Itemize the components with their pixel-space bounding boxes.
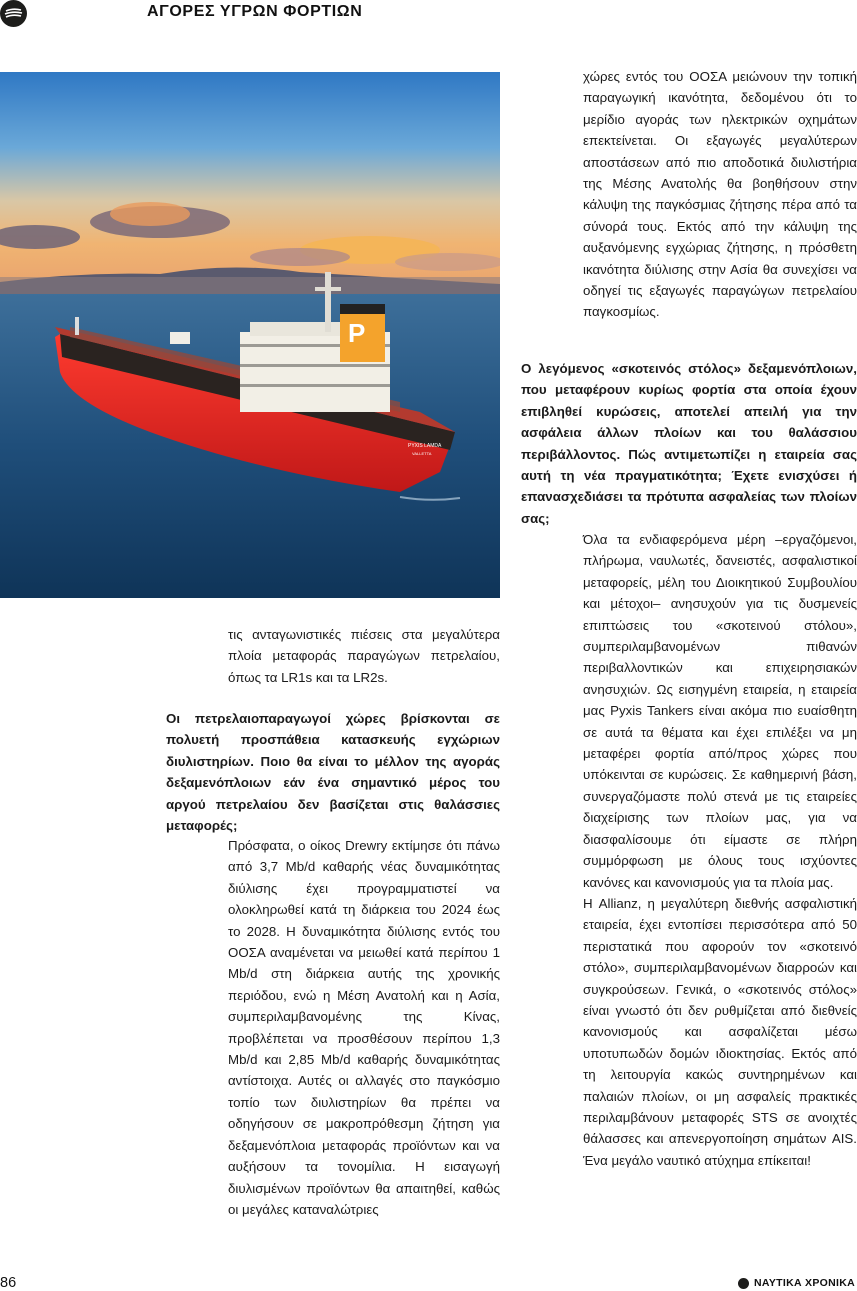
paragraph: τις ανταγωνιστικές πιέσεις στα μεγαλύτερα πλοία μεταφοράς παραγώγων πετρελαίου, όπως τα LR1s και τα LR2s. [228,627,500,685]
interview-question [521,358,857,529]
page-number: 86 [0,1275,17,1291]
footer-brand [738,1277,855,1289]
brand-logo-icon [738,1278,749,1289]
interview-answer [228,835,500,1220]
paragraph: Η Allianz, η μεγαλύτερη διεθνής ασφαλιστική εταιρεία, έχει εντοπίσει περισσότερα από 50 περιστατικά που αφορούν τον «σκοτεινό στόλο», συμπεριλαμβανομένων διαρροών και συγκρούσεων. Γενικά, ο «σκοτεινός στόλος» είναι γνωστό ότι δεν ρυθμίζεται από διεθνείς κανονισμούς και ασφαλίζεται μέσω υποτυπωδών δομών ιδιοκτησίας. Εκτός από τη λειτουργία κακώς συντηρημένων και παλαιών πλοίων, οι μη ασφαλείς πρακτικές περιλαμβάνουν μεταφορές STS σε ανοιχτές θάλασσες και απενεργοποίηση σημάτων AIS. Ένα μεγάλο ναυτικό ατύχημα επίκειται! [583,895,857,1168]
brand-name: ΝΑΥΤΙΚΑ ΧΡΟΝΙΚΑ [754,1277,855,1289]
interview-question [166,708,500,836]
article-left-top [228,624,500,688]
magazine-logo-icon [0,0,27,27]
paragraph: Όλα τα ενδιαφερόμενα μέρη –εργαζόμενοι, πλήρωμα, ναυλωτές, δανειστές, ασφαλιστικοί μεταφορείς, μέλη του Διοικητικού Συμβουλίου και μέτοχοι– ανησυχούν για τις δυσμενείς επιπτώσεις του «σκοτεινού στόλου», συμπεριλαμβανομένων πιθανών περιβαλλοντικών και επιχειρησιακών ανησυχιών. Ως εισηγμένη εταιρεία, η εταιρεία μας Pyxis Tankers είναι ακόμα πιο ευαίσθητη σε αυτά τα θέματα και έχει επιλέξει να μη μεταφέρει φορτία από/προς χώρες που υπόκεινται σε κυρώσεις. Σε καθημερινή βάση, συνεργαζόμαστε πολύ στενά με τις εταιρείες διαχείρισης των πλοίων μας, για να διασφαλίσουμε ότι είμαστε σε πλήρη συμμόρφωση με όλους τους ισχύοντες κανόνες και κανονισμούς για τα πλοία μας. [583,532,857,890]
ship-name: PYXIS LAMDA [408,443,442,449]
paragraph: χώρες εντός του ΟΟΣΑ μειώνουν την τοπική παραγωγική ικανότητα, δεδομένου ότι το μερίδιο αγοράς των ηλεκτρικών οχημάτων επεκτείνεται. Οι εξαγωγές μεγαλύτερων αποστάσεων από πιο αποδοτικά διυλιστήρια της Μέσης Ανατολής θα βοηθήσουν στην κάλυψη της παγκόσμιας ζήτησης πέρα από τα σύνορά τους. Εκτός από την κάλυψη της αυξανόμενης εγχώριας ζήτησης, η πρόσθετη ικανότητα διύλισης στην Ασία θα συνεχίσει να οδηγεί τις εξαγωγές παραγώγων πετρελαίου παγκοσμίως. [583,69,857,320]
interview-answer [583,529,857,1171]
question-text: Ο λεγόμενος «σκοτεινός στόλος» δεξαμενόπλοιων, που μεταφέρουν κυρίως φορτία στα οποία έχουν επιβληθεί κυρώσεις, αποτελεί απειλή για την ασφάλεια άλλων πλοίων και του θαλάσσιου περιβάλλοντος. Πώς αντιμετωπίζει η εταιρεία σας αυτή τη νέα πραγματικότητα; Έχετε ενισχύσει ή επανασχεδιάσει τα πρότυπα ασφαλείας των πλοίων σας; [521,361,857,526]
funnel-letter: P [348,318,366,348]
ship-port: VALLETTA [412,451,432,456]
paragraph: Πρόσφατα, ο οίκος Drewry εκτίμησε ότι πάνω από 3,7 Mb/d καθαρής νέας δυναμικότητας διύλισης έχει προγραμματιστεί να ολοκληρωθεί κατά τη διάρκεια του 2024 έως το 2028. Η δυναμικότητα διύλισης εντός του ΟΟΣΑ αναμένεται να μειωθεί κατά περίπου 1 Mb/d στη διάρκεια αυτής της χρονικής περιόδου, ενώ η Μέση Ανατολή και η Ασία, συμπεριλαμβανομένης της Κίνας, προβλέπεται να προσθέσουν περίπου 1,3 Mb/d και 2,85 Mb/d καθαρής δυναμικότητας αντίστοιχα. Αυτές οι αλλαγές στο παγκόσμιο τοπίο των διυλιστηρίων θα πρέπει να οδηγήσουν σε μακροπρόθεσμη ζήτηση για δεξαμενόπλοια μεταφοράς προϊόντων και να αυξήσουν τα τονομίλια. Η εισαγωγή διυλισμένων προϊόντων θα απαιτηθεί, καθώς οι μεγάλες καταναλώτριες [228,838,500,1217]
article-right-top [583,66,857,323]
tanker-photo [0,72,500,598]
section-title: ΑΓΟΡΕΣ ΥΓΡΩΝ ΦΟΡΤΙΩΝ [147,3,363,20]
question-text: Οι πετρελαιοπαραγωγοί χώρες βρίσκονται σε πολυετή προσπάθεια κατασκευής εγχώριων διυλιστηρίων. Ποιο θα είναι το μέλλον της αγοράς δεξαμενόπλοιων εάν ένα σημαντικό μέρος του αργού πετρελαίου δεν βασίζεται στις θαλάσσιες μεταφορές; [166,711,500,834]
